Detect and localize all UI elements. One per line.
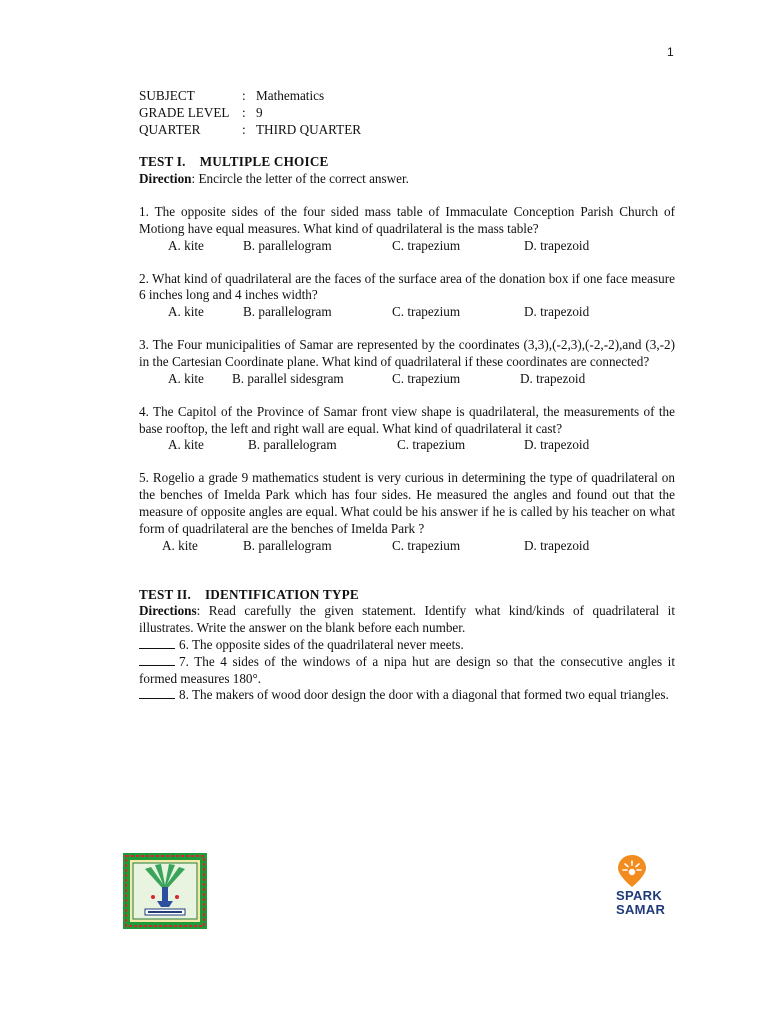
test1-direction [139,171,675,188]
logo-wordmark [616,889,674,917]
identification-item-8 [139,687,675,704]
quarter-label: QUARTER [139,121,201,137]
option-d[interactable]: D. trapezoid [520,370,586,386]
option-a[interactable]: A. kite [168,237,204,253]
document-body [139,88,675,704]
option-b[interactable]: B. parallelogram [243,304,332,320]
question-options [139,437,675,454]
quarter-value: THIRD QUARTER [256,121,362,137]
question-5 [139,470,675,554]
subject-label: SUBJECT [139,88,195,103]
subject-row [139,88,675,105]
identification-item-6 [139,637,675,654]
option-b[interactable]: B. parallelogram [243,237,332,253]
option-c[interactable]: C. trapezium [392,537,461,553]
question-3 [139,337,675,388]
item-text: 7. The 4 sides of the windows of a nipa hut are design so that the consecutive angles it formed measures 180°. [139,653,675,686]
option-d[interactable]: D. trapezoid [524,304,590,320]
spark-pin-icon [610,851,674,889]
option-c[interactable]: C. trapezium [392,304,461,320]
option-d[interactable]: D. trapezoid [524,437,590,453]
question-text: 4. The Capitol of the Province of Samar front view shape is quadrilateral, the measurements of the base rooftop, the left and right wall are equal. What kind of quadrilateral it cast? [139,403,675,436]
answer-blank[interactable] [139,654,175,666]
question-options [139,371,675,388]
test2-direction [139,603,675,637]
grade-row [139,105,675,122]
colon: : [242,121,246,137]
option-c[interactable]: C. trapezium [397,437,466,453]
question-4 [139,404,675,455]
spark-samar-logo [610,851,674,931]
option-a[interactable]: A. kite [168,437,204,453]
grade-value: 9 [256,104,263,120]
option-a[interactable]: A. kite [168,304,204,320]
question-options [139,538,675,555]
test2-number: TEST II. [139,586,191,602]
option-a[interactable]: A. kite [162,537,198,553]
option-a[interactable]: A. kite [168,370,204,386]
subject-value: Mathematics [256,88,325,103]
quarter-row [139,122,675,139]
option-c[interactable]: C. trapezium [392,370,461,386]
question-text: 3. The Four municipalities of Samar are represented by the coordinates (3,3),(-2,3),(-2,-2),and (3,-2) in the Cartesian Coordinate plane. What kind of quadrilateral if these coordinates are connected? [139,337,675,369]
option-b[interactable]: B. parallel sidesgram [232,370,344,386]
test1-heading [139,154,675,171]
test2-heading [139,587,675,604]
question-options [139,304,675,321]
meta-block [139,88,675,138]
option-b[interactable]: B. parallelogram [243,537,332,553]
item-text: 6. The opposite sides of the quadrilateral never meets. [179,636,464,652]
page-number: 1 [667,45,674,59]
answer-blank[interactable] [139,637,175,649]
item-text: 8. The makers of wood door design the door with a diagonal that formed two equal triangles. [179,687,669,703]
question-options [139,238,675,255]
logo-line-2: SAMAR [616,902,666,917]
test2-title: IDENTIFICATION TYPE [204,586,359,602]
direction-text: : Read carefully the given statement. Identify what kind/kinds of quadrilateral it illustrates. Write the answer on the blank before each number. [139,603,675,636]
question-2 [139,271,675,322]
question-text: 2. What kind of quadrilateral are the faces of the surface area of the donation box if one face measure 6 inches long and 4 inches width? [139,270,675,303]
direction-text: : Encircle the letter of the correct answer. [191,171,409,187]
question-text: 5. Rogelio a grade 9 mathematics student is very curious in determining the type of quadrilateral on the benches of Imelda Park which has four sides. He measured the angles and found out that the measure of opposite angles are equal. What could be his answer if he is called by his teacher on what form of quadrilateral are the benches of Imelda Park ? [139,470,675,536]
grade-label: GRADE LEVEL [139,104,230,120]
school-seal-logo [123,853,207,929]
direction-label: Directions [139,603,197,619]
option-c[interactable]: C. trapezium [392,237,461,253]
identification-item-7 [139,654,675,688]
test1-title: MULTIPLE CHOICE [199,154,329,170]
question-1 [139,204,675,255]
option-b[interactable]: B. parallelogram [248,437,337,453]
colon: : [242,104,246,120]
colon: : [242,88,246,103]
direction-label: Direction [139,171,192,187]
option-d[interactable]: D. trapezoid [524,537,590,553]
answer-blank[interactable] [139,687,175,699]
option-d[interactable]: D. trapezoid [524,237,590,253]
test1-number: TEST I. [139,154,186,170]
question-text: 1. The opposite sides of the four sided mass table of Immaculate Conception Parish Church of Motiong have equal measures. What kind of quadrilateral is the mass table? [139,203,675,236]
logo-line-1: SPARK [616,888,663,903]
